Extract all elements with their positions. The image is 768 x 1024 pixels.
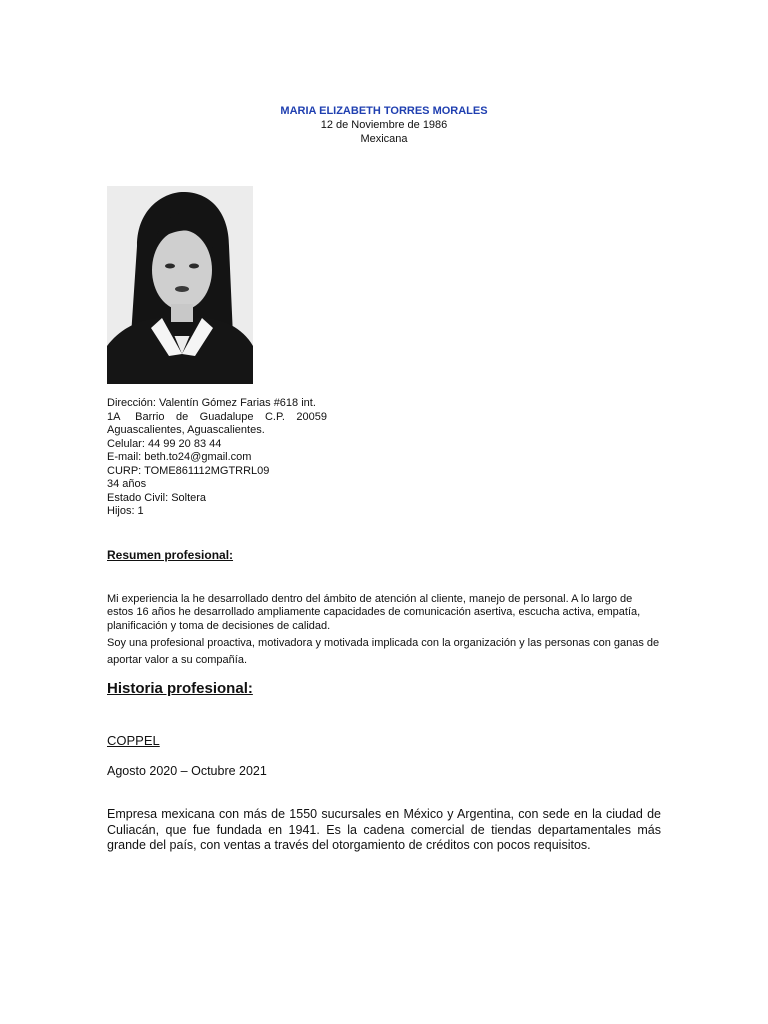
nationality: Mexicana (360, 133, 408, 145)
age: 34 años (107, 478, 147, 490)
address-line: Dirección: Valentín Gómez Farias #618 int. (107, 397, 316, 409)
portrait-illustration (107, 186, 253, 384)
contact-info (107, 397, 327, 519)
profile-photo (107, 186, 253, 384)
curp: CURP: TOME861112MGTRRL09 (107, 464, 270, 477)
job-description: Empresa mexicana con más de 1550 sucursales en México y Argentina, con sede en la ciudad de Culiacán, que fue fundada en 1941. Es la cadena comercial de tiendas departamentales más grande del país, con ventas a través del otorgamiento de créditos con pocos requisitos. (107, 807, 661, 852)
address-line: Aguascalientes, Aguascalientes. (107, 424, 265, 436)
job-period: Agosto 2020 – Octubre 2021 (107, 764, 267, 778)
history-heading: Historia profesional: (107, 680, 253, 697)
children: Hijos: 1 (107, 505, 144, 517)
summary-paragraph: Soy una profesional proactiva, motivadora y motivada implicada con la organización y las personas con ganas de aportar valor a su compañía. (107, 637, 660, 667)
civil-status: Estado Civil: Soltera (107, 491, 207, 504)
birthdate: 12 de Noviembre de 1986 (320, 119, 448, 131)
phone: Celular: 44 99 20 83 44 (107, 437, 222, 450)
resume-header (0, 104, 768, 146)
summary-text (107, 593, 661, 669)
email: E-mail: beth.to24@gmail.com (107, 451, 252, 463)
candidate-name: MARIA ELIZABETH TORRES MORALES (280, 105, 488, 117)
address-line: 1A Barrio de Guadalupe C.P. 20059 (107, 410, 327, 423)
summary-heading: Resumen profesional: (107, 548, 234, 562)
job-company: COPPEL (107, 733, 160, 748)
summary-paragraph: Mi experiencia la he desarrollado dentro del ámbito de atención al cliente, manejo de personal. A lo largo de estos 16 años he desarrollado ampliamente capacidades de comunicación asertiva, escucha activa, empatía, planificación y toma de decisiones de calidad. (107, 593, 641, 632)
